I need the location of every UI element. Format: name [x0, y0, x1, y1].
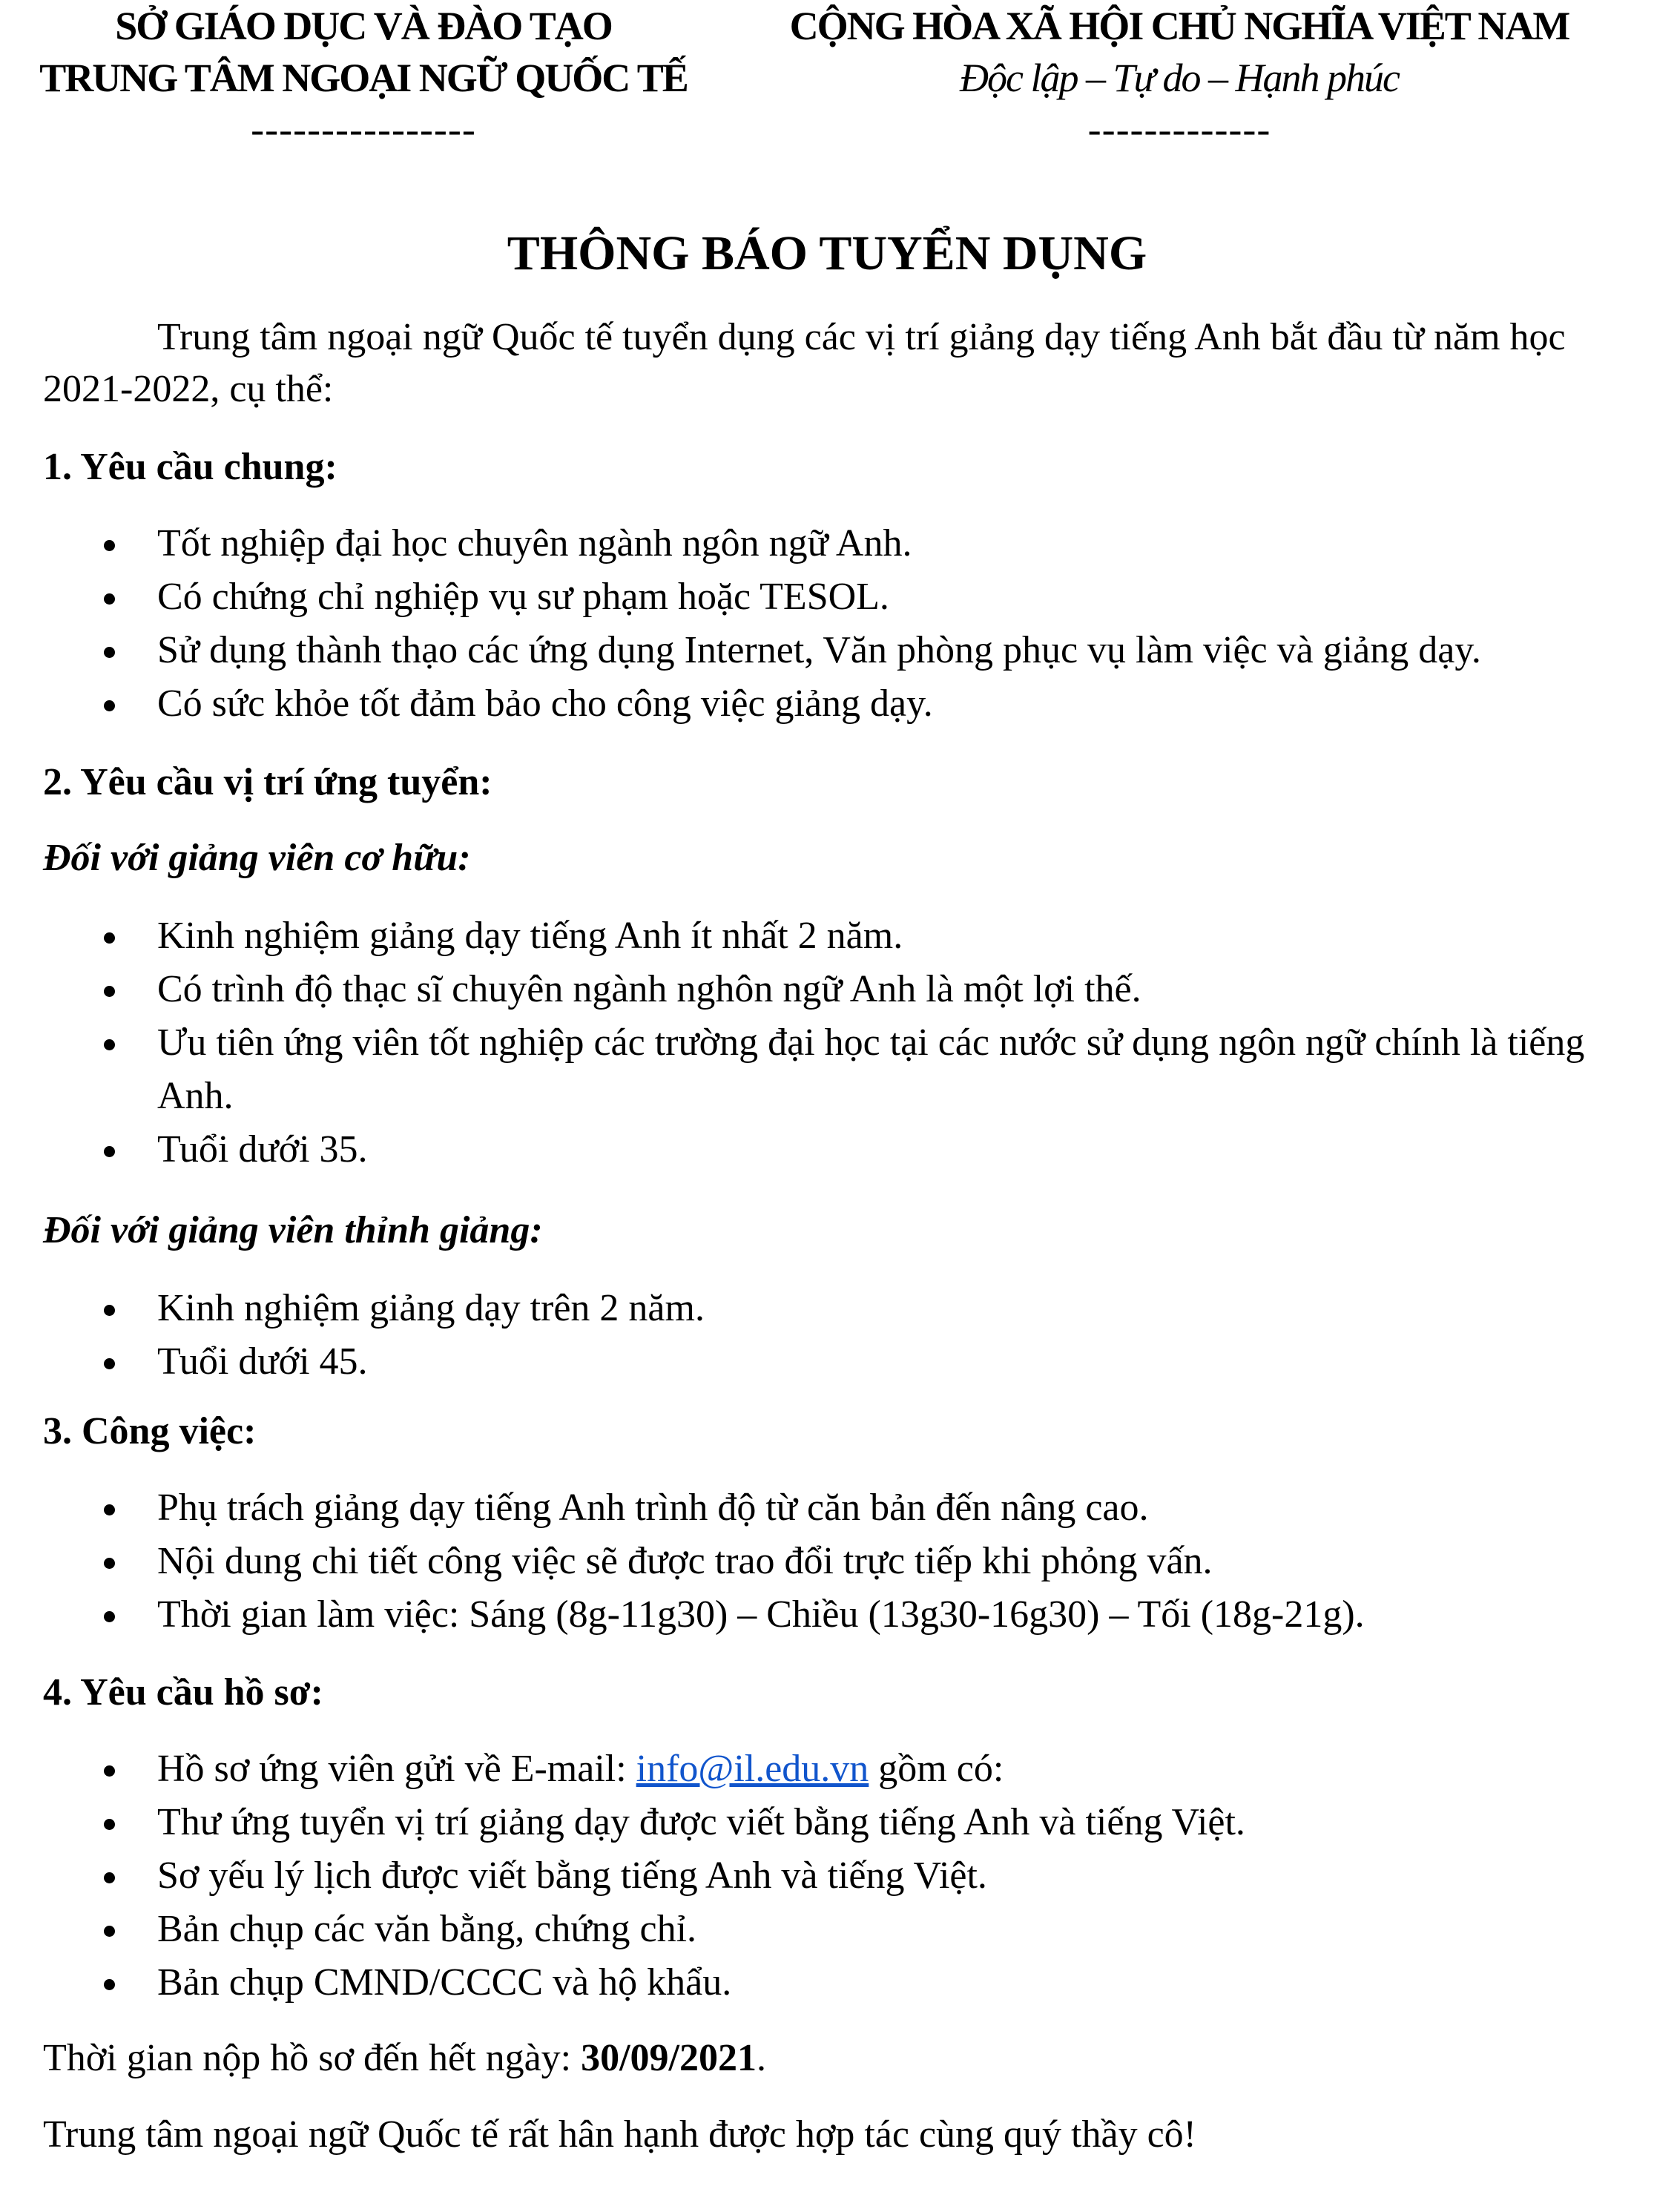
section-title: 3. Công việc: [43, 1410, 257, 1452]
bullet-icon [104, 700, 115, 711]
email-link[interactable]: info@il.edu.vn [636, 1748, 869, 1790]
bullet-icon [104, 1558, 115, 1569]
header-right [742, 0, 1617, 154]
bullet-icon [104, 540, 115, 551]
list-item: Hồ sơ ứng viên gửi về E-mail: info@il.edu.vn gồm có: [43, 1742, 1601, 1796]
application-documents-list [43, 1742, 1601, 2009]
list-item: Thư ứng tuyển vị trí giảng dạy được viết bằng tiếng Anh và tiếng Việt. [43, 1796, 1601, 1849]
national-title: CỘNG HÒA XÃ HỘI CHỦ NGHĨA VIỆT NAM [789, 4, 1569, 48]
intro-paragraph: Trung tâm ngoại ngữ Quốc tế tuyển dụng các vị trí giảng dạy tiếng Anh bắt đầu từ năm học 2021-2022, cụ thể: [43, 316, 1566, 410]
list-item: Tốt nghiệp đại học chuyên ngành ngôn ngữ Anh. [43, 517, 1601, 570]
list-item: Tuổi dưới 45. [43, 1335, 1601, 1389]
bullet-icon [104, 1358, 115, 1369]
list-item: Ưu tiên ứng viên tốt nghiệp các trường đại học tại các nước sử dụng ngôn ngữ chính là tiếng Anh. [43, 1016, 1601, 1123]
job-description-list [43, 1481, 1601, 1642]
section-position-requirements [43, 757, 1601, 1389]
list-item: Sử dụng thành thạo các ứng dụng Internet, Văn phòng phục vụ làm việc và giảng dạy. [43, 624, 1601, 677]
list-item: Phụ trách giảng dạy tiếng Anh trình độ từ căn bản đến nâng cao. [43, 1481, 1601, 1535]
section-title: 1. Yêu cầu chung: [43, 446, 337, 488]
bullet-icon [104, 1926, 115, 1937]
bullet-icon [104, 1039, 115, 1050]
bullet-icon [104, 1504, 115, 1515]
bullet-icon [104, 1872, 115, 1883]
list-item: Bản chụp các văn bằng, chứng chỉ. [43, 1903, 1601, 1956]
visiting-lecturer-title: Đối với giảng viên thỉnh giảng: [43, 1209, 543, 1251]
section-title: 4. Yêu cầu hồ sơ: [43, 1671, 323, 1714]
bullet-icon [104, 1611, 115, 1622]
section-title: 2. Yêu cầu vị trí ứng tuyển: [43, 761, 492, 803]
list-item: Có sức khỏe tốt đảm bảo cho công việc giảng dạy. [43, 677, 1601, 731]
list-item: Tuổi dưới 35. [43, 1123, 1601, 1176]
header-left-divider: ---------------- [251, 107, 476, 151]
list-item: Thời gian làm việc: Sáng (8g-11g30) – Chiều (13g30-16g30) – Tối (18g-21g). [43, 1588, 1601, 1642]
list-item: Kinh nghiệm giảng dạy tiếng Anh ít nhất 2 năm. [43, 909, 1601, 963]
deadline-line: Thời gian nộp hồ sơ đến hết ngày: 30/09/2021. [43, 2037, 767, 2079]
bullet-icon [104, 647, 115, 658]
list-item: Có trình độ thạc sĩ chuyên ngành nghôn ngữ Anh là một lợi thế. [43, 963, 1601, 1016]
general-requirements-list [43, 517, 1601, 731]
bullet-icon [104, 1146, 115, 1157]
deadline-date: 30/09/2021 [581, 2037, 757, 2079]
list-item: Kinh nghiệm giảng dạy trên 2 năm. [43, 1282, 1601, 1335]
bullet-icon [104, 986, 115, 997]
bullet-icon [104, 1819, 115, 1830]
list-item: Bản chụp CMND/CCCC và hộ khẩu. [43, 1956, 1601, 2009]
fulltime-lecturer-title: Đối với giảng viên cơ hữu: [43, 837, 471, 879]
header-right-divider: ------------- [1087, 107, 1271, 151]
bullet-icon [104, 593, 115, 605]
header-left [7, 0, 719, 154]
closing-line: Trung tâm ngoại ngữ Quốc tế rất hân hạnh được hợp tác cùng quý thầy cô! [43, 2113, 1196, 2156]
bullet-icon [104, 1305, 115, 1316]
bullet-icon [104, 932, 115, 944]
fulltime-requirements-list [43, 909, 1601, 1176]
intro [43, 312, 1601, 415]
list-item: Sơ yếu lý lịch được viết bằng tiếng Anh và tiếng Việt. [43, 1849, 1601, 1903]
center-name: TRUNG TÂM NGOẠI NGỮ QUỐC TẾ [39, 56, 688, 100]
list-item: Nội dung chi tiết công việc sẽ được trao đổi trực tiếp khi phỏng vấn. [43, 1535, 1601, 1588]
document-title: THÔNG BÁO TUYỂN DỤNG [507, 226, 1147, 280]
visiting-requirements-list [43, 1282, 1601, 1389]
section-job-description [43, 1406, 1601, 1642]
section-application-documents [43, 1667, 1601, 2009]
bullet-icon [104, 1765, 115, 1777]
national-motto: Độc lập – Tự do – Hạnh phúc [960, 56, 1399, 100]
department-name: SỞ GIÁO DỤC VÀ ĐÀO TẠO [115, 4, 612, 48]
bullet-icon [104, 1979, 115, 1990]
section-general-requirements [43, 441, 1601, 731]
list-item: Có chứng chỉ nghiệp vụ sư phạm hoặc TESOL. [43, 570, 1601, 624]
